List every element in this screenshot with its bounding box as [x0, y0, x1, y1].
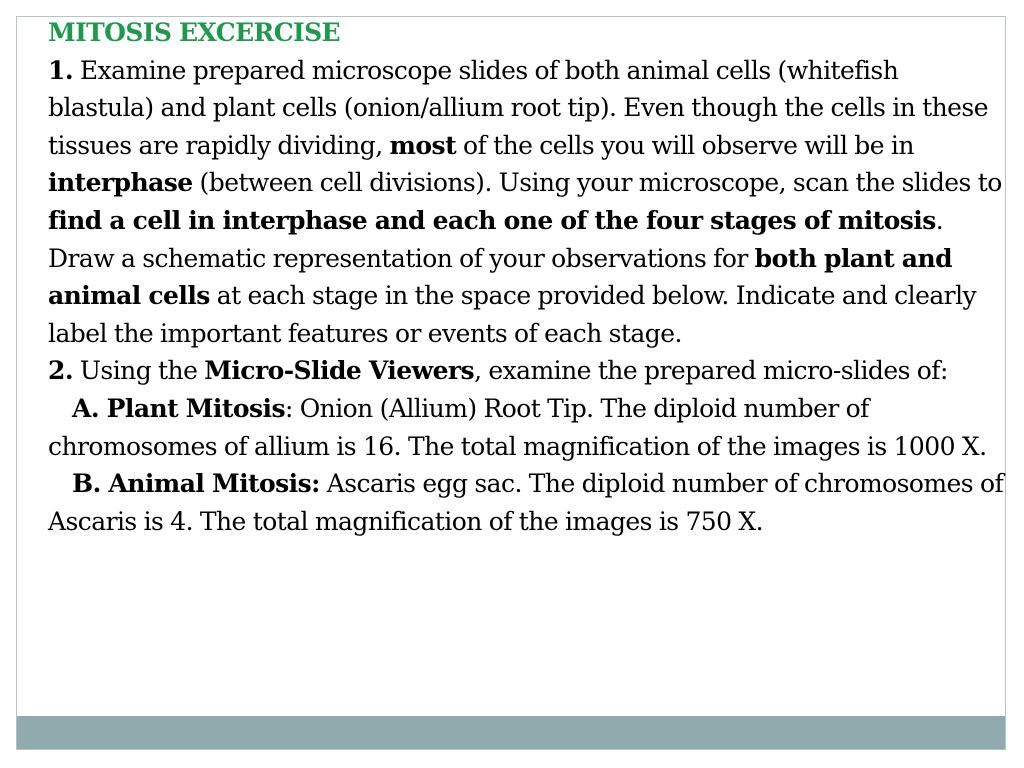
item-1-bold-b: interphase: [48, 168, 193, 198]
exercise-item-2: [48, 352, 1008, 390]
slide-title: MITOSIS EXCERCISE: [48, 18, 340, 47]
item-1-text-d: . Draw a schematic representation of your observations for: [48, 205, 944, 273]
item-1-text-b: of the cells you will observe will be in: [456, 130, 914, 160]
item-1-number: 1.: [48, 55, 73, 85]
item-1-text-c: (between cell divisions). Using your microscope, scan the slides to: [192, 168, 1002, 198]
animal-mitosis-indent: [48, 469, 72, 498]
item-2-number: 2.: [48, 356, 73, 386]
plant-mitosis-text: : Onion (Allium) Root Tip. The diploid number of chromosomes of allium is 16. The total magnification of the images is 1000 X.: [48, 393, 987, 461]
plant-mitosis-indent: [48, 394, 72, 423]
plant-mitosis-item: [48, 390, 1008, 465]
exercise-item-1: [48, 52, 1008, 353]
plant-mitosis-label: A. Plant Mitosis: [72, 393, 285, 423]
item-2-text-a: Using the: [73, 356, 205, 386]
item-1-bold-d: both plant and animal cells: [48, 243, 952, 311]
animal-mitosis-text: Ascaris egg sac. The diploid number of chromosomes of Ascaris is 4. The total magnification of the images is 750 X.: [48, 469, 1004, 536]
animal-mitosis-label: B. Animal Mitosis:: [72, 469, 320, 499]
item-1-text-a: Examine prepared microscope slides of both animal cells (whitefish blastula) and plant cells (onion/allium root tip). Even though the cells in these tissues are rapidly dividing,: [48, 55, 988, 160]
item-2-bold-a: Micro-Slide Viewers: [204, 356, 475, 386]
item-1-bold-c: find a cell in interphase and each one of the four stages of mitosis: [48, 205, 936, 235]
slide-body: [48, 14, 1008, 540]
item-2-text-b: , examine the prepared micro-slides of:: [474, 356, 948, 386]
footer-band: [17, 716, 1005, 749]
item-1-text-e: at each stage in the space provided below. Indicate and clearly label the important features or events of each stage.: [48, 281, 977, 348]
item-1-bold-a: most: [389, 130, 457, 160]
animal-mitosis-item: [48, 465, 1008, 540]
